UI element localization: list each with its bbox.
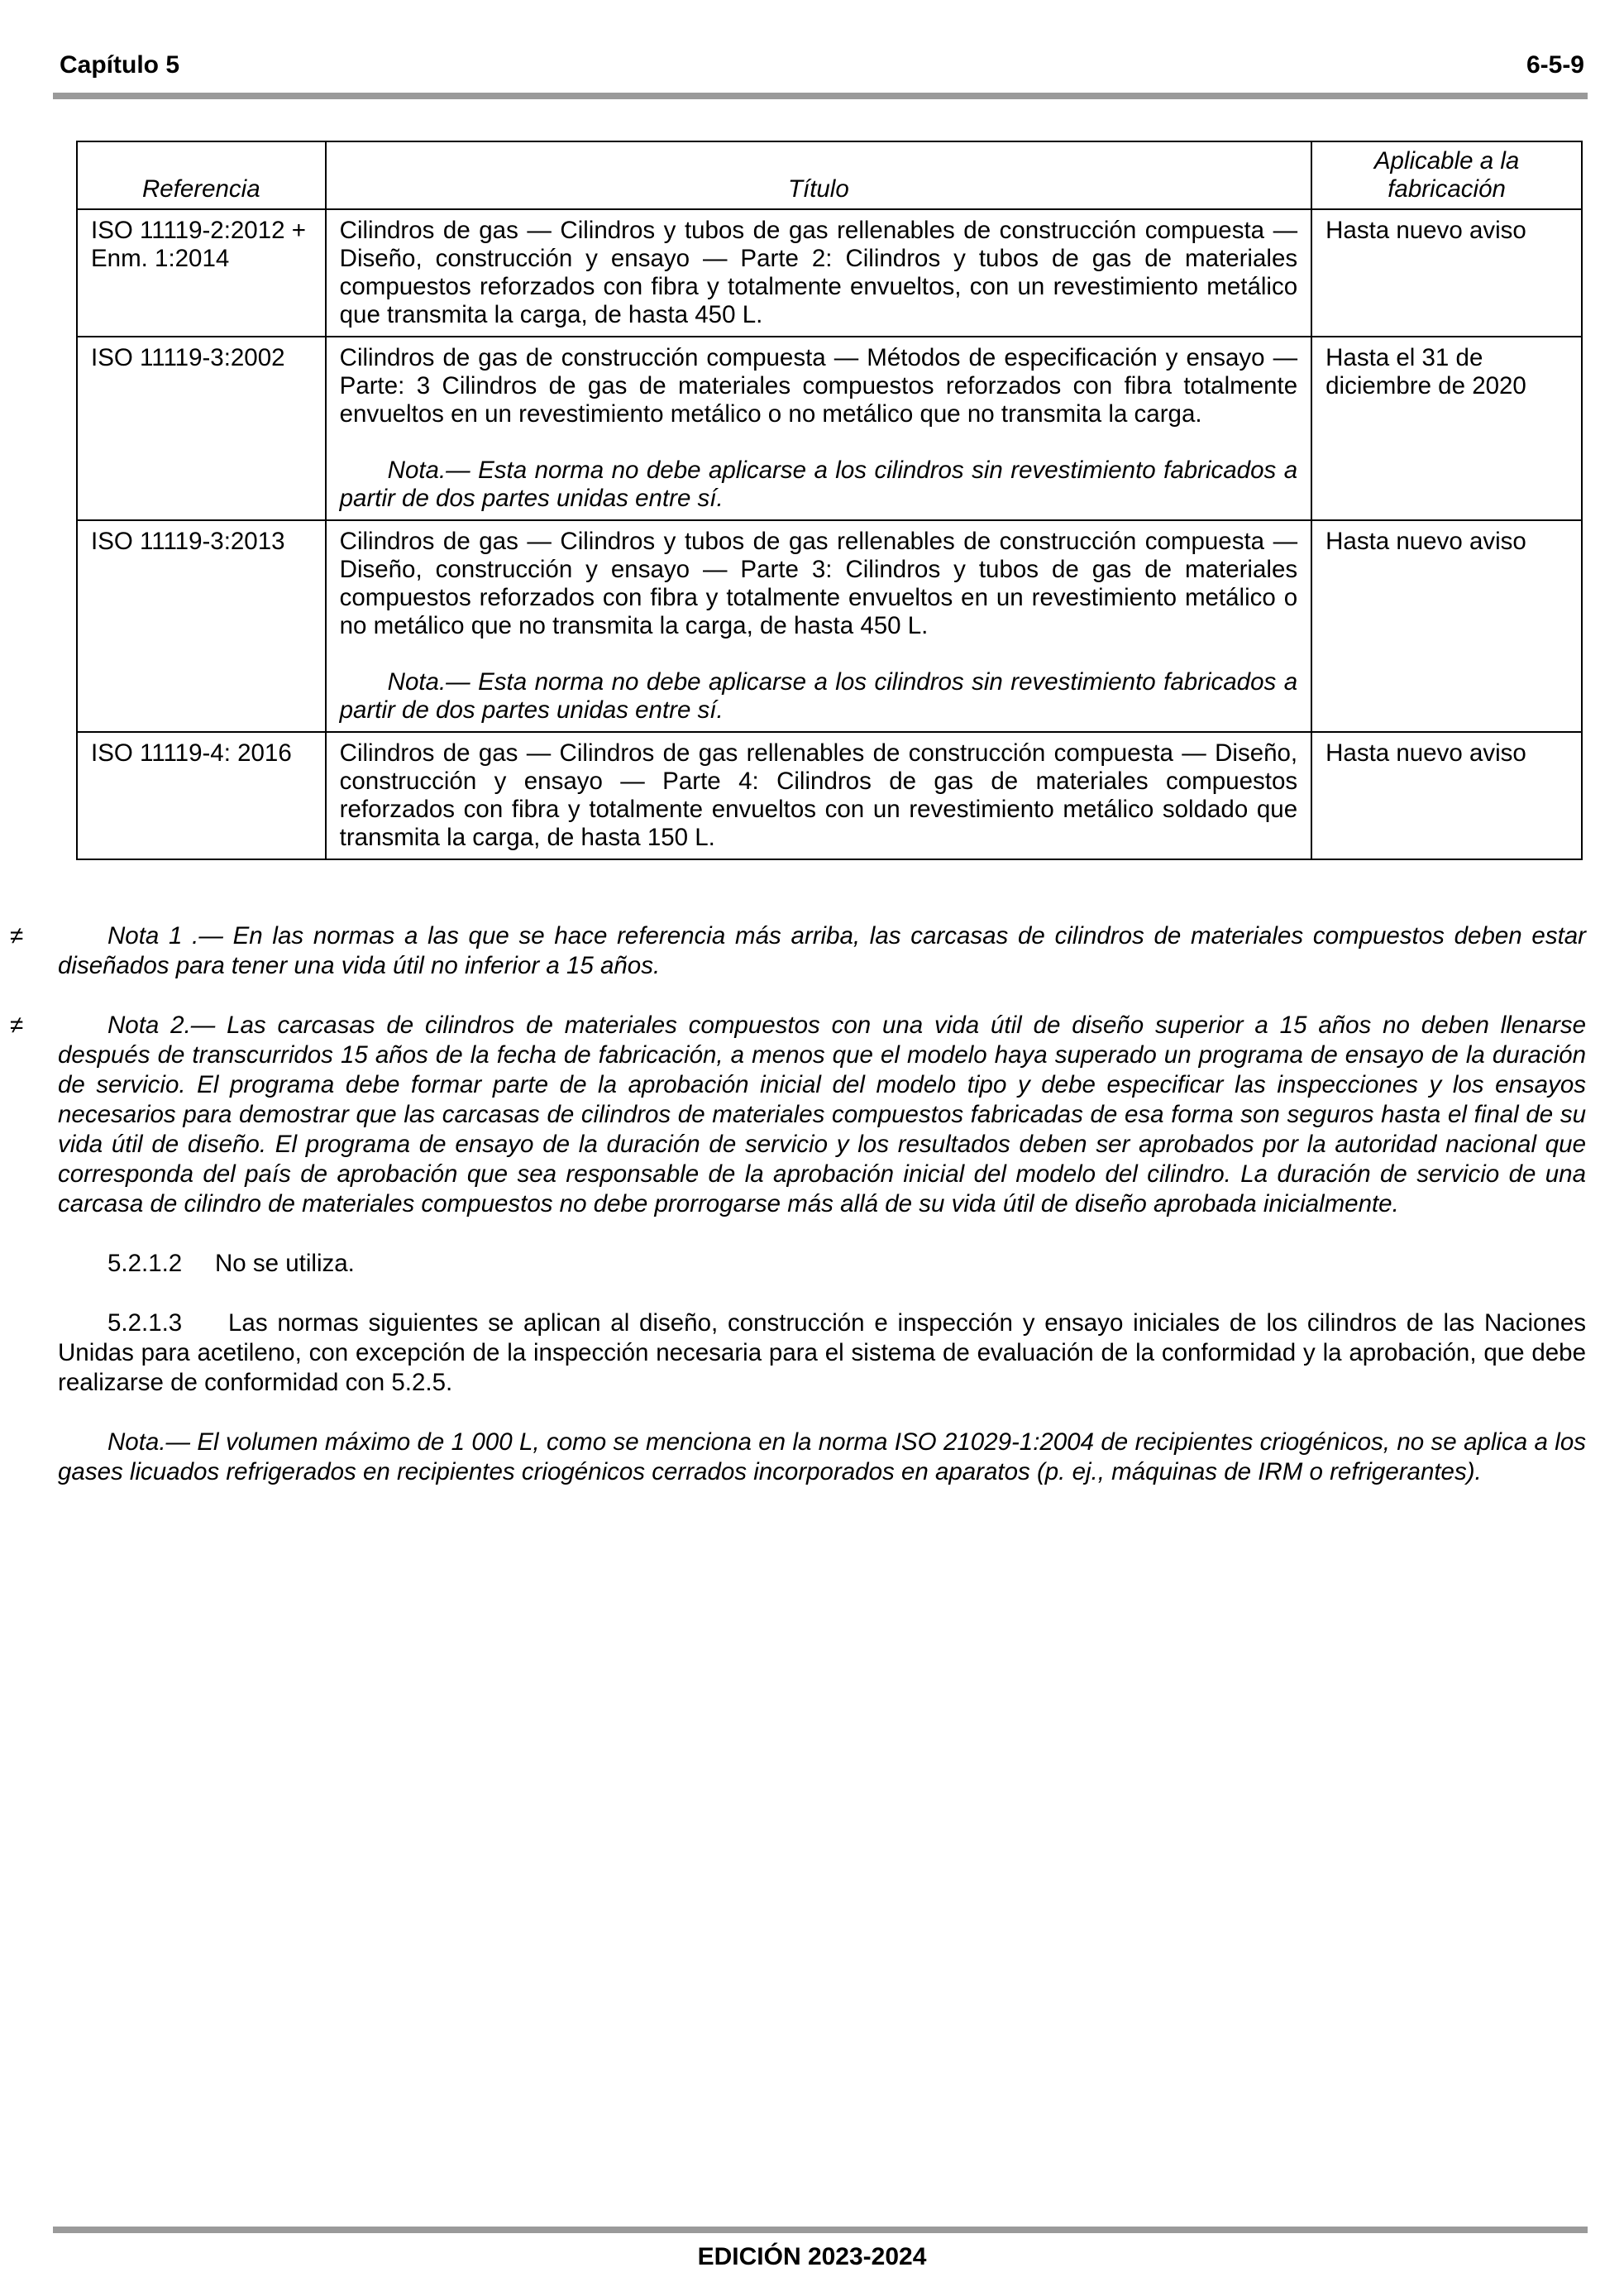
paragraph-text: Las normas siguientes se aplican al diseño, construcción e inspección y ensayo iniciales de los cilindros de las Naciones Unidas para acetileno, con excepción de la inspección necesaria para el sistema de evaluación de la conformidad y la aprobación, que debe realizarse de conformidad con 5.2.5. — [58, 1309, 1586, 1396]
notes-section — [10, 921, 1586, 1517]
table-row — [77, 337, 1582, 520]
chapter-label: Capítulo 5 — [60, 51, 180, 79]
cell-note — [340, 668, 1297, 725]
column-header-reference: Referencia — [77, 141, 326, 209]
cell-note — [340, 457, 1297, 513]
title-text: Cilindros de gas — Cilindros y tubos de gas rellenables de construcción compuesta — Diseño, construcción y ensayo — Parte 3: Cilindros y tubos de gas de materiales compuestos reforzados con fibra y totalmente envueltos en un revestimiento metálico o no metálico que no transmita la carga, de hasta 450 L. — [339, 528, 1298, 639]
table-row — [77, 209, 1582, 337]
table-row — [77, 520, 1582, 732]
paragraph-text: No se utiliza. — [215, 1250, 355, 1277]
title-text: Cilindros de gas de construcción compuesta — Métodos de especificación y ensayo — Parte: 3 Cilindros de gas de materiales compuestos reforzados con fibra totalmente envueltos en un revestimiento metálico o no metálico que no transmita la carga. — [339, 344, 1298, 428]
applicable-cell: Hasta nuevo aviso — [1311, 732, 1582, 859]
table-row — [77, 732, 1582, 859]
title-cell — [326, 520, 1311, 732]
title-cell — [326, 337, 1311, 520]
note-1 — [10, 921, 1586, 981]
page-footer: EDICIÓN 2023-2024 — [697, 2243, 927, 2270]
reference-cell: ISO 11119-4: 2016 — [77, 732, 326, 859]
reference-cell: ISO 11119-3:2013 — [77, 520, 326, 732]
footer-rule — [53, 2227, 1588, 2233]
final-note-text: Nota.— El volumen máximo de 1 000 L, como se menciona en la norma ISO 21029-1:2004 de recipientes criogénicos, no se aplica a los gases licuados refrigerados en recipientes criogénicos cerrados incorporados en aparatos (p. ej., máquinas de IRM o refrigerantes). — [58, 1428, 1586, 1485]
header-rule — [53, 93, 1588, 99]
column-header-applicable: Aplicable a la fabricación — [1311, 141, 1582, 209]
final-note — [58, 1428, 1586, 1487]
standards-table — [76, 141, 1583, 860]
title-text: Cilindros de gas — Cilindros y tubos de gas rellenables de construcción compuesta — Diseño, construcción y ensayo — Parte 2: Cilindros y tubos de gas de materiales compuestos reforzados con fibra y totalmente envueltos, con un revestimiento metálico que transmita la carga, de hasta 450 L. — [339, 217, 1298, 328]
note-2 — [10, 1011, 1586, 1219]
note-2-text: Nota 2.— Las carcasas de cilindros de materiales compuestos con una vida útil de diseño superior a 15 años no deben llenarse después de transcurridos 15 años de la fecha de fabricación, a menos que el modelo haya superado un programa de ensayo de la duración de servicio. El programa debe formar parte de la aprobación inicial del modelo tipo y debe especificar las inspecciones y los ensayos necesarios para demostrar que las carcasas de cilindros de materiales compuestos fabricadas de esa forma son seguros hasta el final de su vida útil de diseño. El programa de ensayo de la duración de servicio y los resultados deben ser aprobados por la autoridad nacional que corresponda del país de aprobación que sea responsable de la aprobación inicial del modelo del cilindro. La duración de servicio de una carcasa de cilindro de materiales compuestos no debe prorrogarse más allá de su vida útil de diseño aprobada inicialmente. — [58, 1012, 1586, 1217]
applicable-cell: Hasta el 31 de diciembre de 2020 — [1311, 337, 1582, 520]
cell-note-label: Nota. — [387, 457, 447, 484]
cell-note-text: — Esta norma no debe aplicarse a los cilindros sin revestimiento fabricados a partir de dos partes unidas entre sí. — [339, 668, 1298, 724]
title-cell — [326, 732, 1311, 859]
change-mark: ≠ — [10, 1012, 24, 1039]
page-number: 6-5-9 — [1526, 51, 1584, 79]
paragraph-number: 5.2.1.3 — [107, 1309, 183, 1337]
title-text: Cilindros de gas — Cilindros de gas rellenables de construcción compuesta — Diseño, construcción y ensayo — Parte 4: Cilindros de gas de materiales compuestos reforzados con fibra y totalmente envueltos con un revestimiento metálico soldado que transmita la carga, de hasta 150 L. — [339, 739, 1298, 851]
page-header — [56, 48, 1588, 84]
table-header-row — [77, 141, 1582, 209]
change-mark: ≠ — [10, 922, 24, 949]
paragraph-number: 5.2.1.2 — [107, 1250, 183, 1277]
applicable-cell: Hasta nuevo aviso — [1311, 520, 1582, 732]
paragraph-5-2-1-3 — [58, 1308, 1586, 1398]
cell-note-text: — Esta norma no debe aplicarse a los cilindros sin revestimiento fabricados a partir de dos partes unidas entre sí. — [339, 457, 1298, 512]
title-cell — [326, 209, 1311, 337]
column-header-title: Título — [326, 141, 1311, 209]
applicable-cell: Hasta nuevo aviso — [1311, 209, 1582, 337]
paragraph-5-2-1-2 — [58, 1249, 1586, 1279]
reference-cell: ISO 11119-3:2002 — [77, 337, 326, 520]
cell-note-label: Nota. — [387, 668, 447, 696]
note-1-text: Nota 1 .— En las normas a las que se hace referencia más arriba, las carcasas de cilindros de materiales compuestos deben estar diseñados para tener una vida útil no inferior a 15 años. — [58, 922, 1586, 979]
reference-cell: ISO 11119-2:2012 + Enm. 1:2014 — [77, 209, 326, 337]
